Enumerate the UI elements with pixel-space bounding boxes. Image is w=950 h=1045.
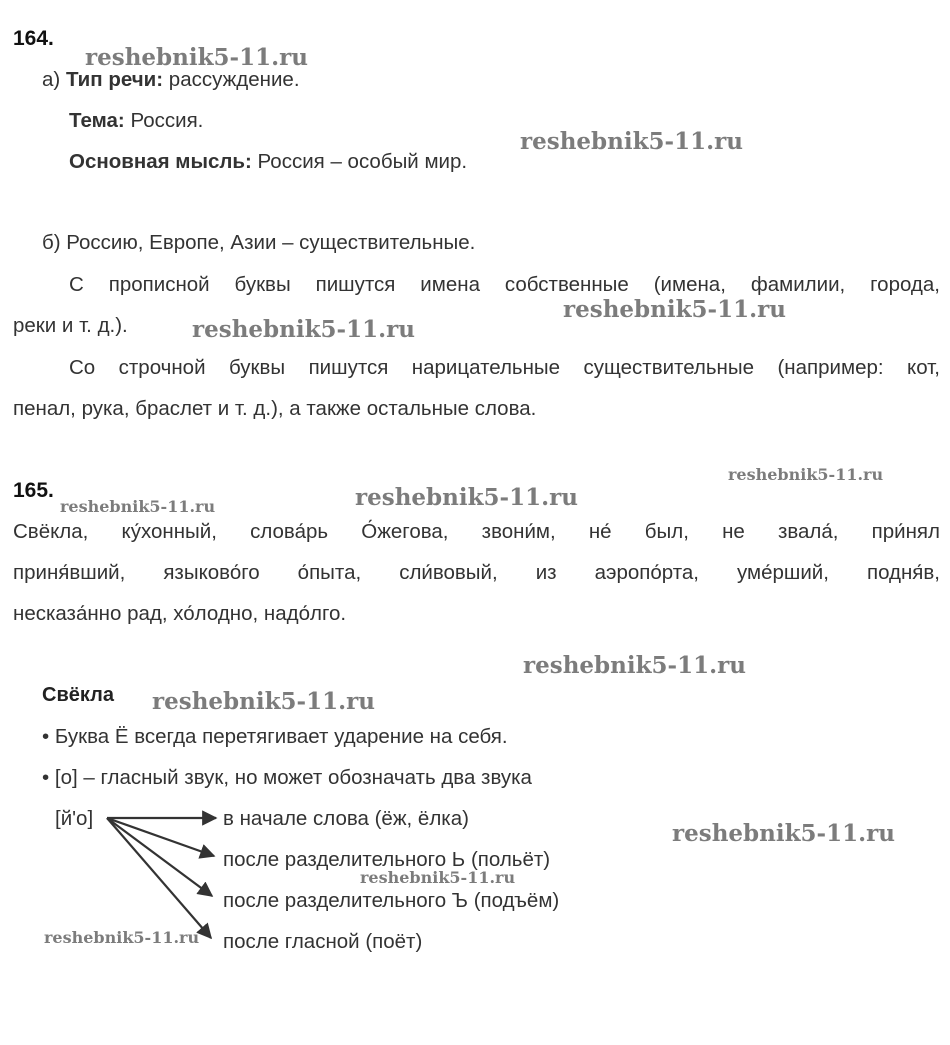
- stress-words-line-1: Свёкла, ку́хонный, слова́рь О́жегова, звони́м, не́ был, не звала́, при́нял: [13, 520, 940, 543]
- svekla-heading: Свёкла: [42, 684, 114, 706]
- capital-letter-line-2: реки и т. д.).: [13, 314, 128, 337]
- arrow-3: [107, 818, 212, 896]
- exercise-number-165: 165.: [13, 479, 54, 502]
- theme-value: Россия.: [124, 109, 204, 132]
- item-b-line: б) Россию, Европе, Азии – существительные.: [42, 231, 476, 254]
- sound-transcription: [й'о]: [55, 807, 94, 830]
- watermark: reshebnik5-11.ru: [60, 497, 216, 516]
- watermark: reshebnik5-11.ru: [523, 652, 746, 679]
- case-item-4: после гласной (поёт): [223, 930, 423, 953]
- exercise-number-164: 164.: [13, 27, 54, 50]
- watermark: reshebnik5-11.ru: [152, 688, 375, 715]
- watermark: reshebnik5-11.ru: [728, 465, 884, 484]
- rule-bullet-1: • Буква Ё всегда перетягивает ударение на себя.: [42, 725, 508, 748]
- theme-label: Тема:: [69, 109, 125, 132]
- watermark: reshebnik5-11.ru: [563, 296, 786, 323]
- case-item-1: в начале слова (ёж, ёлка): [223, 807, 469, 830]
- speech-type-label: Тип речи:: [65, 68, 164, 91]
- lowercase-letter-line-1: Со строчной буквы пишутся нарицательные существительные (например: кот,: [69, 356, 940, 379]
- capital-letter-line-1: С прописной буквы пишутся имена собственные (имена, фамилии, города,: [69, 273, 940, 296]
- watermark: reshebnik5-11.ru: [672, 820, 895, 847]
- watermark: reshebnik5-11.ru: [360, 868, 516, 887]
- watermark: reshebnik5-11.ru: [192, 316, 415, 343]
- case-item-3: после разделительного Ъ (подъём): [223, 889, 560, 912]
- lowercase-letter-line-2: пенал, рука, браслет и т. д.), а также остальные слова.: [13, 397, 537, 420]
- watermark: reshebnik5-11.ru: [85, 44, 308, 71]
- watermark: reshebnik5-11.ru: [520, 128, 743, 155]
- case-item-2: после разделительного Ь (польёт): [223, 848, 551, 871]
- rule-bullet-2: • [о] – гласный звук, но может обозначать два звука: [42, 766, 532, 789]
- watermark: reshebnik5-11.ru: [355, 484, 578, 511]
- watermark: reshebnik5-11.ru: [44, 928, 200, 947]
- stress-words-line-3: несказа́нно рад, хо́лодно, надо́лго.: [13, 602, 347, 625]
- main-idea-label: Основная мысль:: [69, 150, 252, 173]
- item-a-prefix: а): [42, 68, 61, 91]
- speech-type-value: рассуждение.: [163, 68, 300, 91]
- stress-words-line-2: приня́вший, языково́го о́пыта, сли́вовый, из аэропо́рта, уме́рший, подня́в,: [13, 561, 940, 584]
- main-idea-value: Россия – особый мир.: [251, 150, 468, 173]
